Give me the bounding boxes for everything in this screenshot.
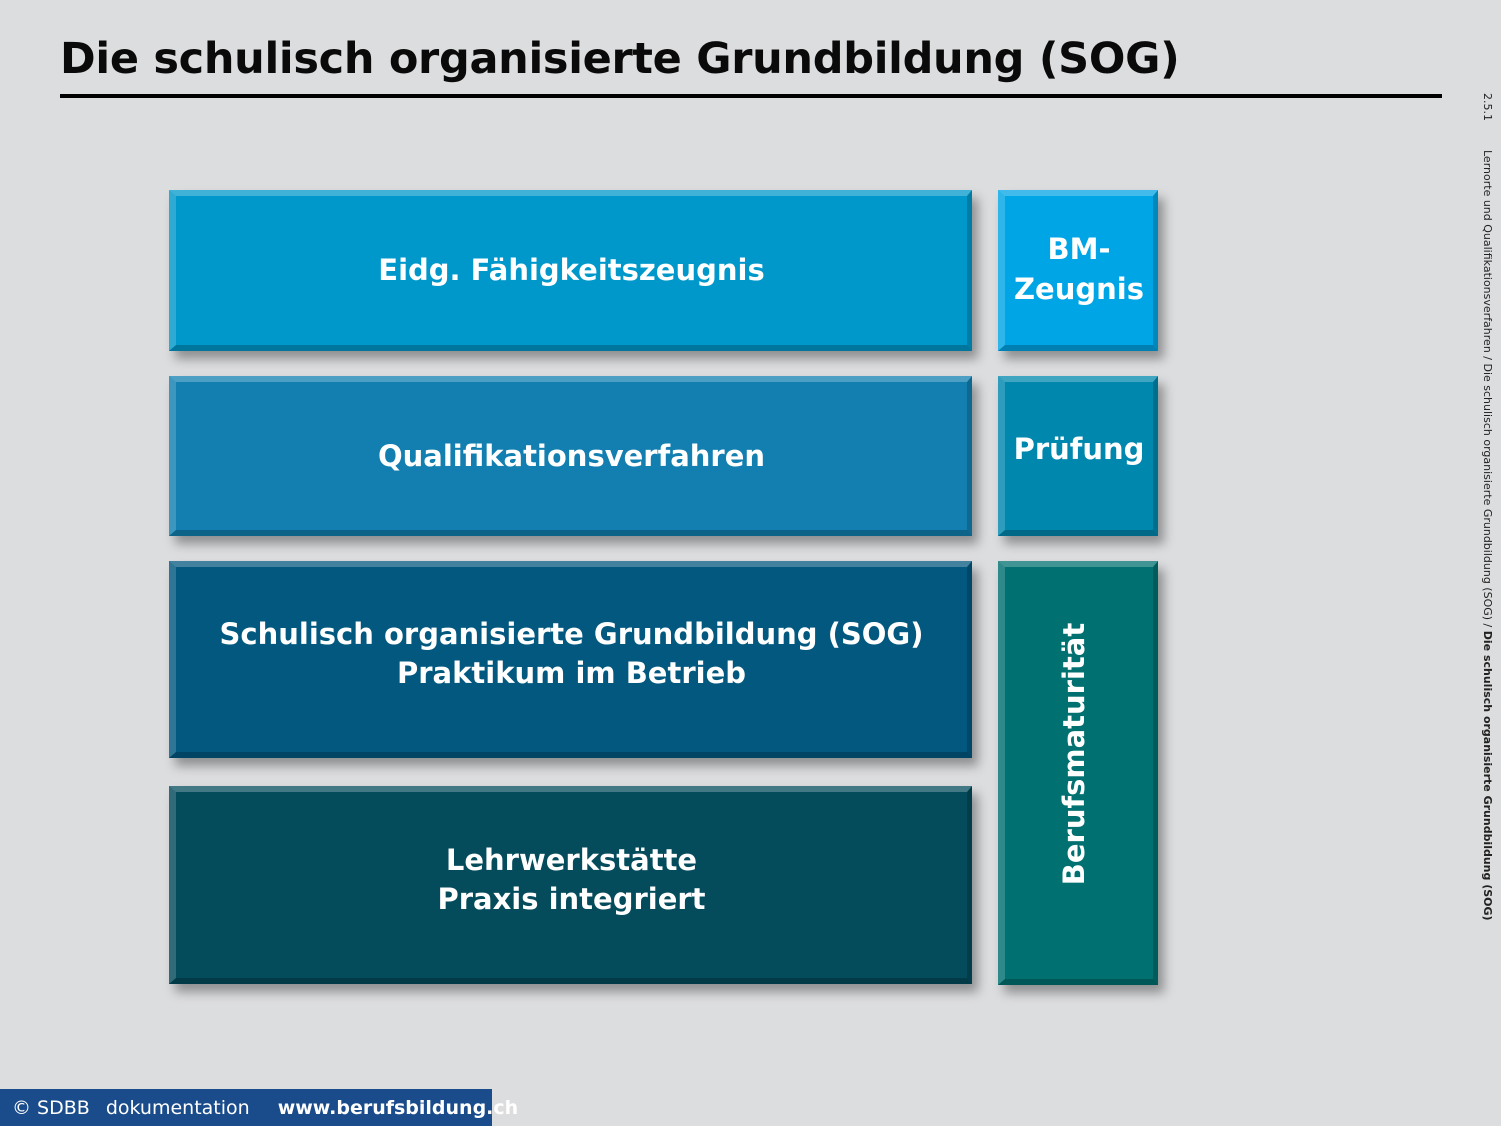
box-pruefung — [998, 376, 1158, 536]
page-number: 2.5.1 — [1481, 93, 1494, 121]
footer-doc: dokumentation — [105, 1096, 250, 1119]
box-lehrwerkstaette-line2: Praxis integriert — [437, 882, 706, 916]
page-title: Die schulisch organisierte Grundbildung (SOG) — [60, 34, 1180, 84]
box-sog — [169, 561, 972, 758]
side-caption-path: Lernorte und Qualifikationsverfahren / Die schulisch organisierte Grundbildung (SOG) / — [1481, 150, 1494, 631]
box-faehigkeitszeugnis-label: Eidg. Fähigkeitszeugnis — [378, 253, 765, 287]
side-caption — [1478, 150, 1494, 950]
box-lehrwerkstaette-text — [437, 841, 705, 919]
box-qualifikationsverfahren — [169, 376, 972, 536]
box-bm-zeugnis-text — [1014, 229, 1144, 309]
box-bm-zeugnis-line2: Zeugnis — [1014, 271, 1144, 306]
box-faehigkeitszeugnis — [169, 190, 972, 351]
box-bm-zeugnis-line1: BM- — [1047, 231, 1111, 266]
side-caption-current: Die schulisch organisierte Grundbildung (SOG) — [1481, 630, 1494, 921]
box-qualifikationsverfahren-label: Qualifikationsverfahren — [377, 438, 766, 473]
box-pruefung-label: Prüfung — [1013, 432, 1145, 466]
box-berufsmaturitaet — [998, 561, 1158, 985]
footer-copyright: © SDBB — [12, 1096, 90, 1119]
box-sog-text — [220, 615, 924, 693]
box-berufsmaturitaet-label: Berufsmaturität — [1057, 622, 1091, 886]
box-lehrwerkstaette-line1: Lehrwerkstätte — [445, 843, 698, 877]
box-bm-zeugnis — [998, 190, 1158, 351]
box-sog-line1: Schulisch organisierte Grundbildung (SOG) — [219, 616, 924, 651]
box-lehrwerkstaette — [169, 786, 972, 984]
box-sog-line2: Praktikum im Betrieb — [396, 655, 747, 690]
footer-bar — [0, 1089, 519, 1126]
title-underline — [60, 94, 1442, 98]
footer-url-link[interactable]: www.berufsbildung.ch — [277, 1096, 519, 1119]
